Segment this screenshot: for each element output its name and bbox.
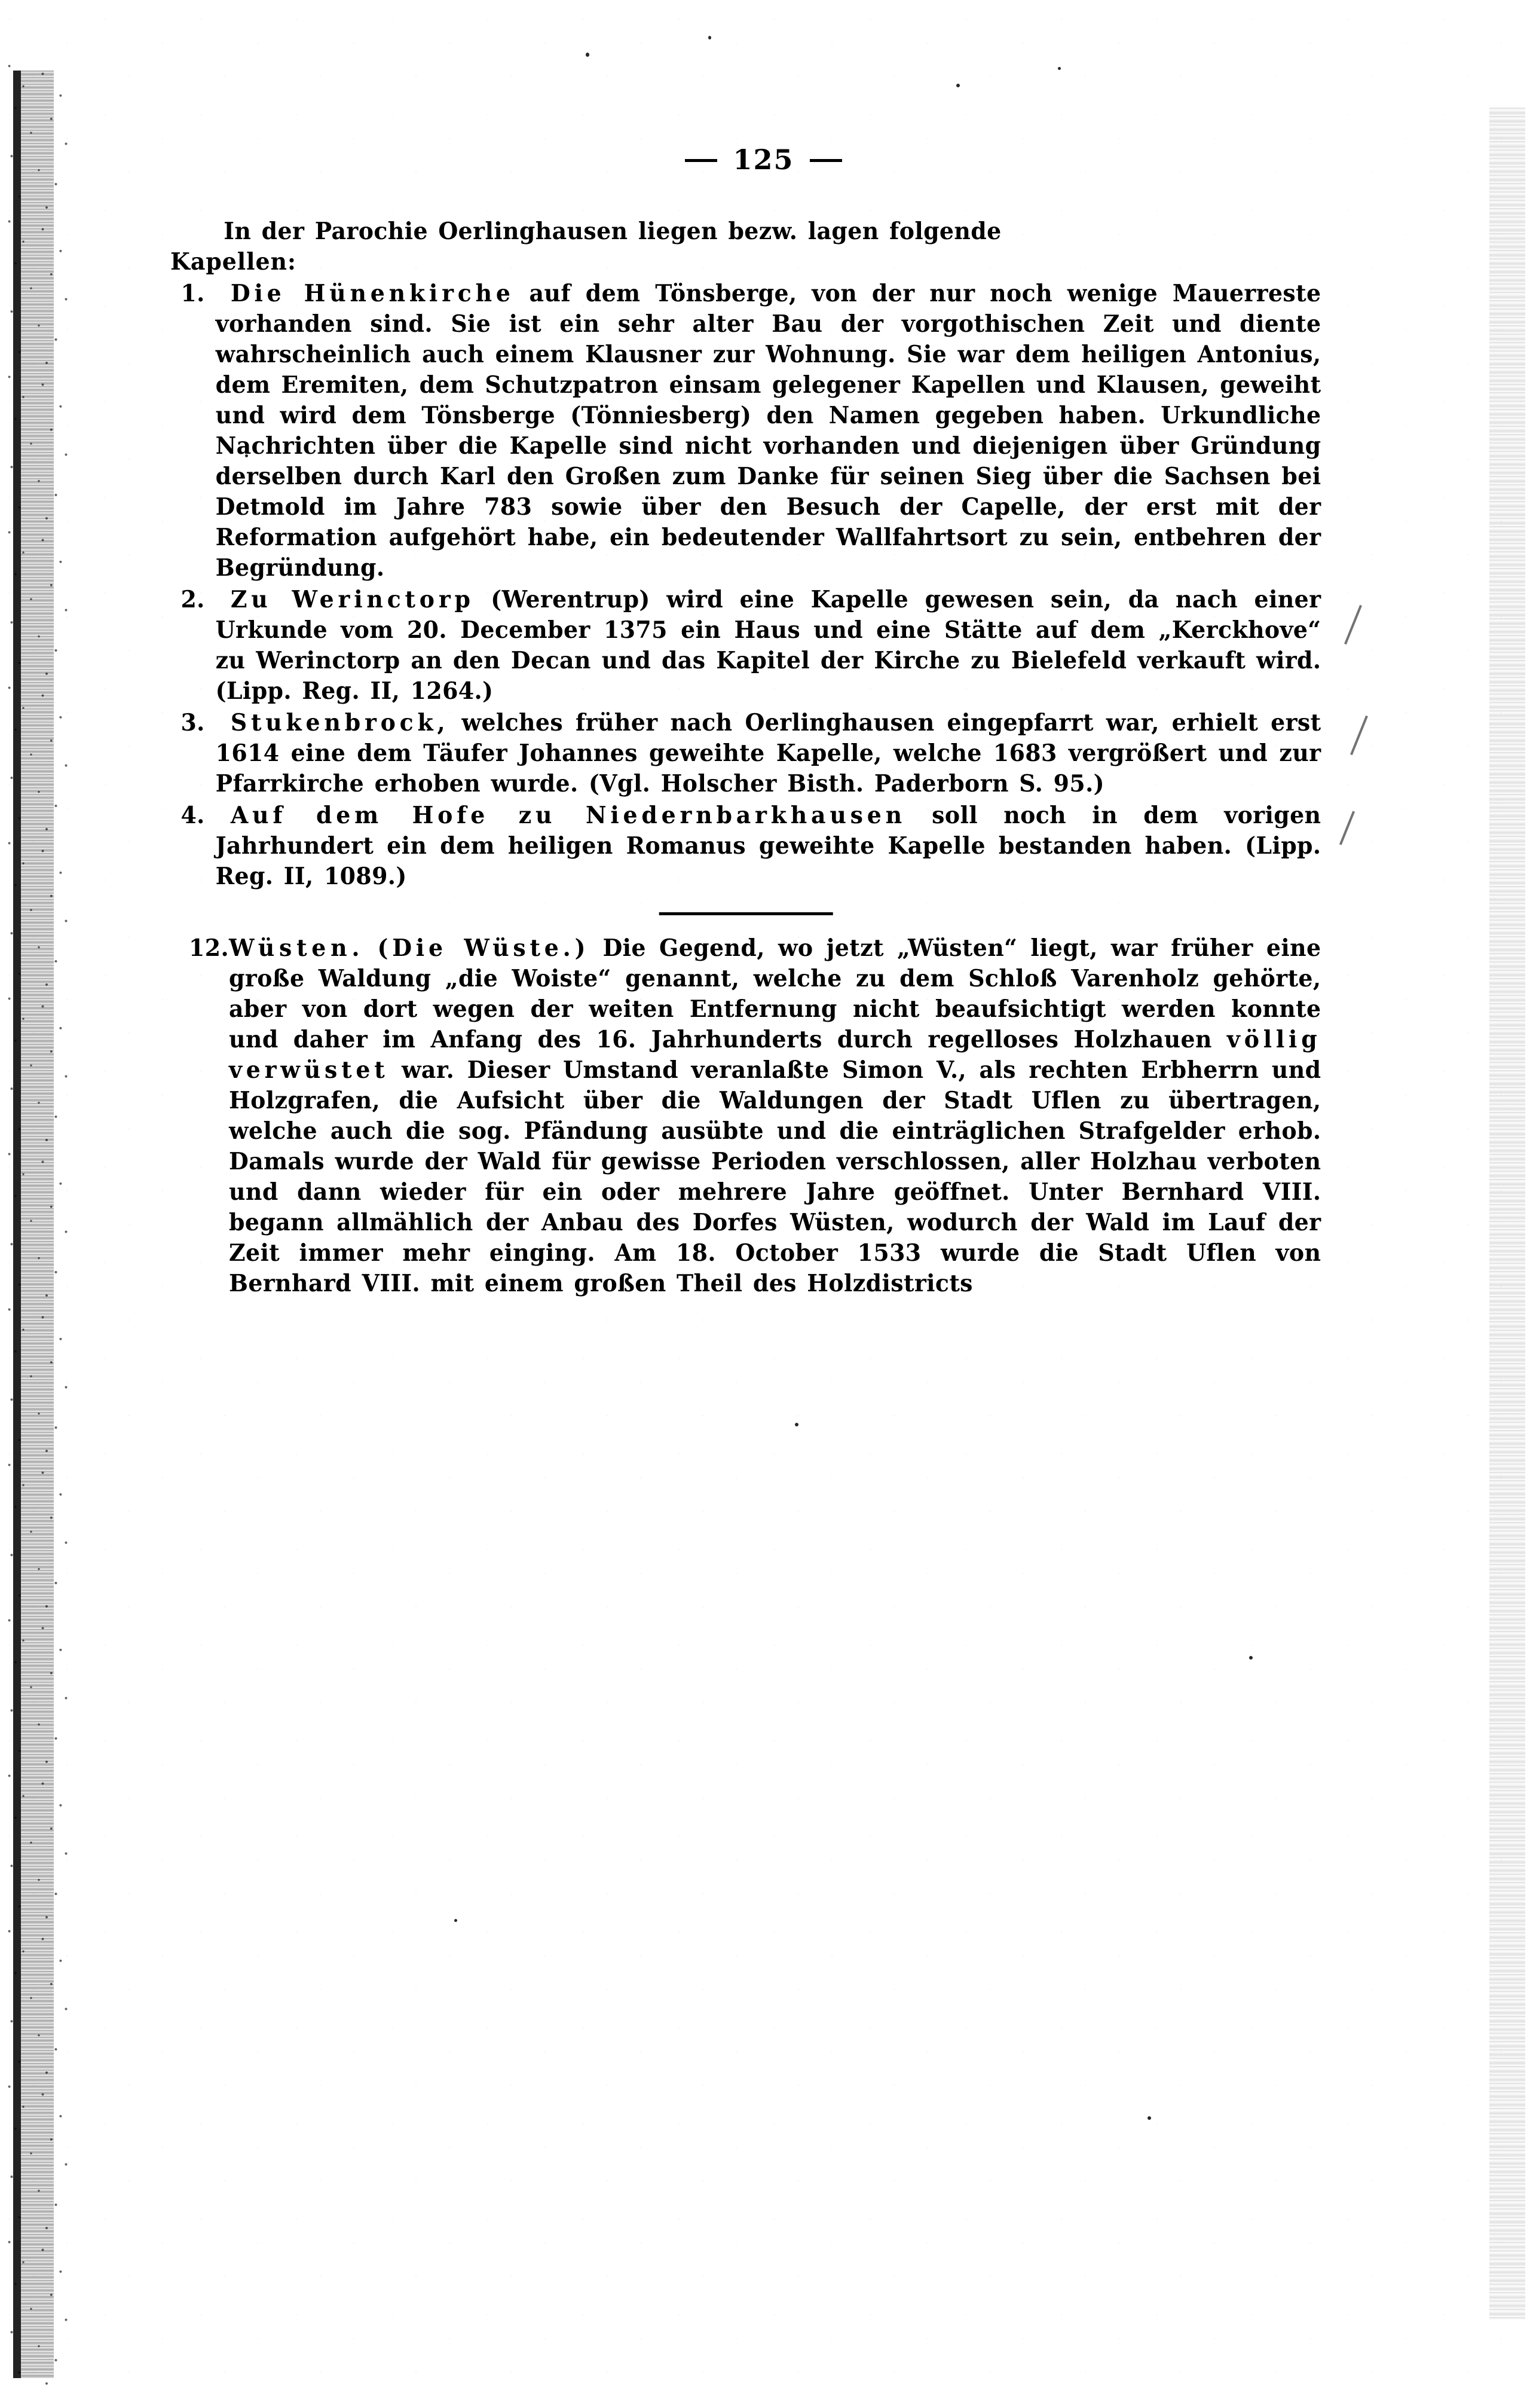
list-item-number: 3. <box>180 709 205 737</box>
list-item-number: 1. <box>180 280 205 307</box>
section-body <box>229 933 1321 1299</box>
scan-speck <box>1148 2116 1151 2120</box>
intro-text: In der Parochie Oerlinghausen liegen bezw. lagen folgende <box>224 218 1002 245</box>
list-item-text: welches früher nach Oerlinghausen eingepfarrt war, erhielt erst 1614 eine dem Täufer Johannes geweihte Kapelle, welche 1683 vergrößert und zur Pfarrkirche erhoben wurde. (Vgl. Holscher Bisth. Paderborn S. 95.) <box>215 709 1321 797</box>
folio-number: 125 <box>733 143 794 176</box>
list-item-emphasis: Auf dem Hofe zu Niedernbarkhausen <box>230 802 906 829</box>
list-item <box>170 279 1321 583</box>
kapellen-heading: Kapellen: <box>170 248 296 276</box>
list-item-body <box>216 800 1321 892</box>
body-text <box>170 216 1321 1299</box>
list-item-number: 4. <box>180 802 205 829</box>
section-paragraph-part-2: war. Dieser Umstand veranlaßte Simon V., als rechten Erbherrn und Holzgrafen, die Aufsicht über die Waldungen der Stadt Uflen zu übertragen, welche auch die sog. Pfändung ausübte und die einträglichen Strafgelder erhob. Damals wurde der Wald für gewisse Perioden verschlossen, aller Holzhau verboten und dann wieder für ein oder mehrere Jahre geöffnet. Unter Bernhard VIII. begann allmählich der Anbau des Dorfes Wüsten, wodurch der Wald im Lauf der Zeit immer mehr einging. Am 18. October 1533 wurde die Stadt Uflen von Bernhard VIII. mit einem großen Theil des Holzdistricts <box>229 1056 1321 1297</box>
list-item-text: auf dem Tönsberge, von der nur noch wenige Mauerreste vorhanden sind. Sie ist ein sehr alter Bau der vorgothischen Zeit und diente wahrscheinlich auch einem Klausner zur Wohnung. Sie war dem heiligen Antonius, dem Eremiten, dem Schutzpatron einsam gelegener Kapellen und Klausen, geweiht und wird dem Tönsberge (Tönniesberg) den Namen gegeben haben. Urkundliche Nachrichten über die Kapelle sind nicht vorhanden und diejenigen über Gründung derselben durch Karl den Großen zum Danke für seinen Sieg über die Sachsen bei Detmold im Jahre 783 sowie über den Besuch der Capelle, der erst mit der Reformation aufgehört habe, ein bedeutender Wallfahrtsort zu sein, entbehren der Begründung. <box>215 280 1321 582</box>
list-item <box>170 708 1321 799</box>
page-content <box>170 143 1357 1299</box>
scan-speck <box>454 1919 457 1922</box>
list-item-body <box>216 585 1321 707</box>
scan-speck <box>795 1423 798 1426</box>
list-item-body <box>216 708 1321 799</box>
list-item-text: soll noch in dem vorigen Jahrhundert ein dem heiligen Romanus geweihte Kapelle bestanden haben. (Lipp. Reg. II, 1089.) <box>215 802 1321 890</box>
scan-speck <box>956 84 960 87</box>
list-item-emphasis: Die Hünenkirche <box>230 280 515 307</box>
scan-speck <box>1058 67 1061 70</box>
list-item-number: 2. <box>180 586 205 613</box>
section-divider-rule <box>659 912 833 915</box>
section-paragraph-part-1: Die Gegend, wo jetzt „Wüsten“ liegt, war früher eine große Waldung „die Woiste“ genannt, welche zu dem Schloß Varenholz gehörte, aber von dort wegen der weiten Entfernung nicht beaufsichtigt werden konnte und daher im Anfang des 16. Jahrhunderts durch regelloses Holzhauen <box>229 934 1321 1053</box>
folio-dash-left <box>685 159 717 162</box>
kapellen-heading-line <box>170 247 1321 277</box>
scan-speck <box>708 36 711 39</box>
scan-speckle-noise-right <box>1489 108 1525 2320</box>
section-subtitle: (Die Wüste.) <box>377 934 590 962</box>
folio-dash-right <box>810 159 842 162</box>
section-number: 12. <box>189 934 230 962</box>
scan-speckle-noise-left <box>0 60 78 2391</box>
scan-speck <box>586 53 589 57</box>
list-item-emphasis: Stukenbrock, <box>230 709 449 737</box>
list-item-body <box>216 279 1321 583</box>
list-item-text: (Werentrup) wird eine Kapelle gewesen sein, da nach einer Urkunde vom 20. December 1375 ein Haus und eine Stätte auf dem „Kerckhove“ zu Werinctorp an den Decan und das Kapitel der Kirche zu Bielefeld verkauft wird. (Lipp. Reg. II, 1264.) <box>215 586 1321 705</box>
folio-page-number <box>170 143 1357 176</box>
list-item <box>170 585 1321 707</box>
section-block <box>170 933 1321 1299</box>
section-title: Wüsten. <box>229 934 365 962</box>
intro-paragraph <box>170 216 1321 247</box>
section-emphasis-verwuestet: völlig verwüstet <box>229 1026 1321 1084</box>
scan-speck <box>1249 1656 1253 1660</box>
list-item-emphasis: Zu Werinctorp <box>230 586 475 613</box>
list-item <box>170 800 1321 892</box>
